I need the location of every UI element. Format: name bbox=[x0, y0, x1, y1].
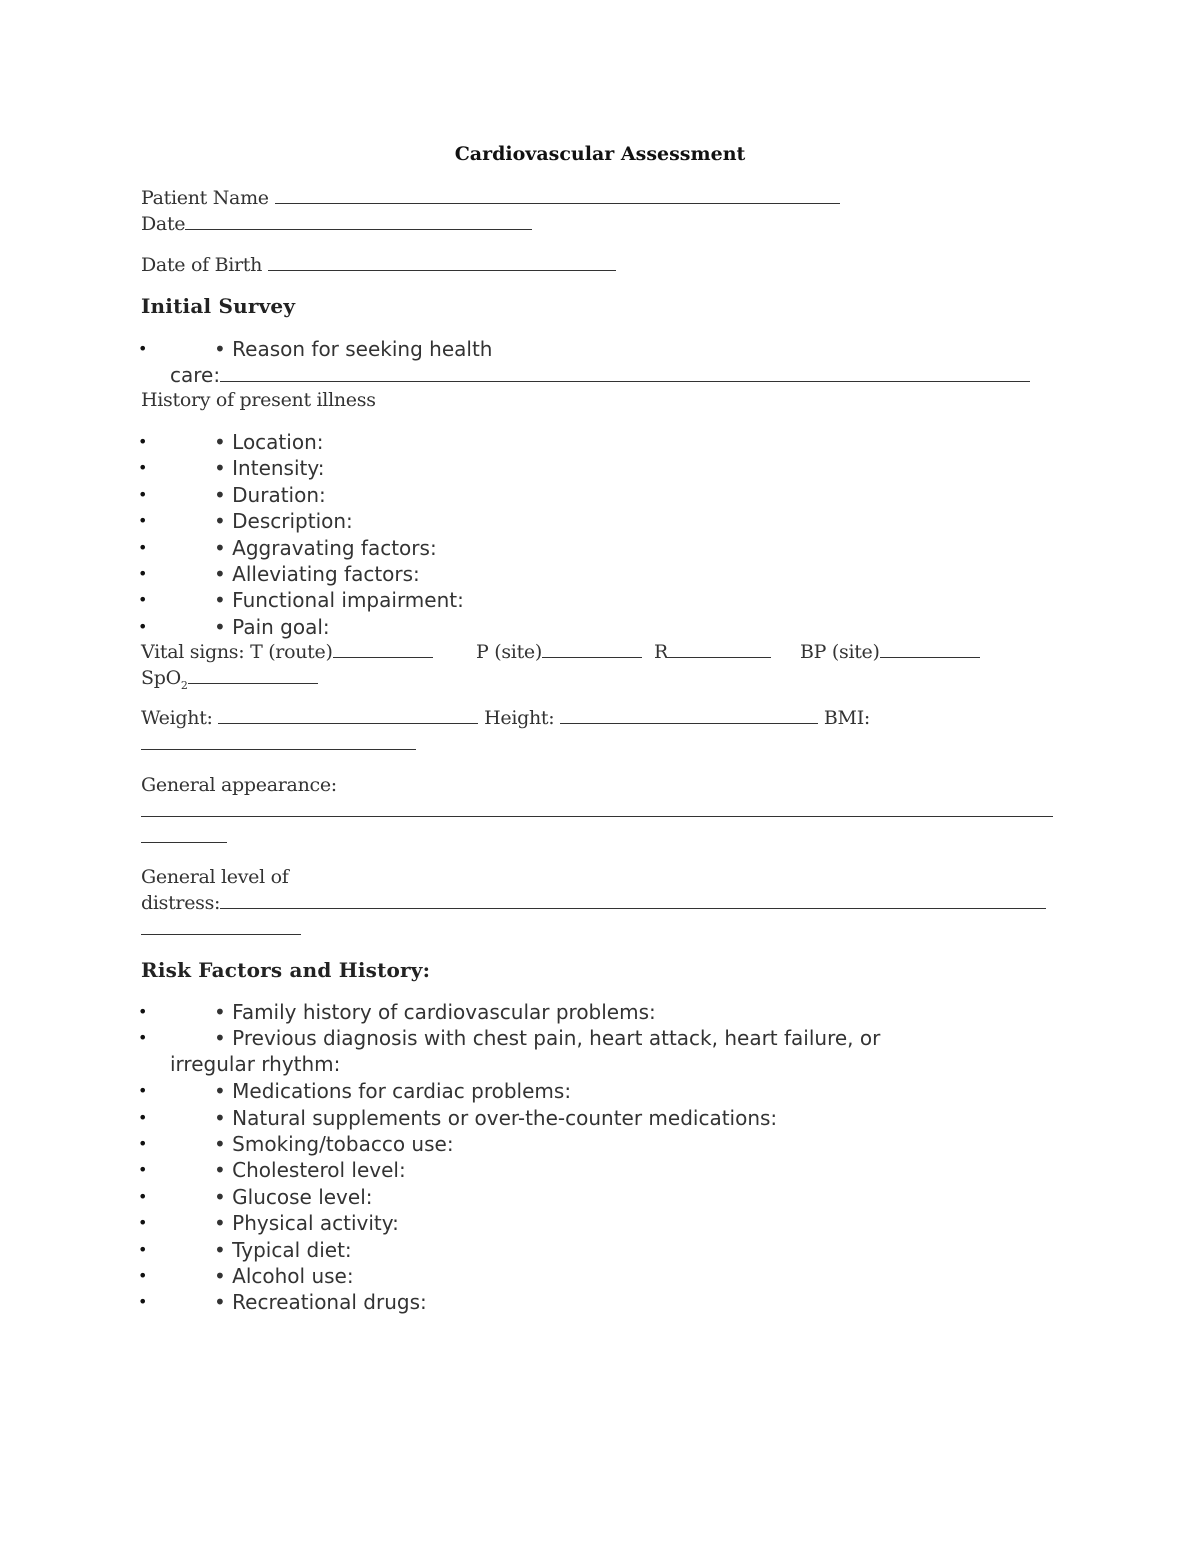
bullet-marker: • bbox=[138, 432, 148, 451]
bmi-label: BMI: bbox=[823, 707, 870, 729]
reason-care-label: care: bbox=[170, 363, 221, 387]
height-label: Height: bbox=[484, 707, 555, 729]
risk-factors-heading: Risk Factors and History: bbox=[141, 958, 431, 982]
bullet-marker: • bbox=[138, 1239, 148, 1259]
spo2-blank[interactable] bbox=[188, 682, 318, 684]
spo2-sub: 2 bbox=[180, 678, 188, 692]
risk-item-smoking: • Smoking/tobacco use: bbox=[214, 1131, 454, 1156]
hpi-item-alleviating: • Alleviating factors: bbox=[214, 561, 420, 586]
bullet-marker: • bbox=[138, 590, 148, 610]
hpi-item-aggravating: • Aggravating factors: bbox=[214, 535, 437, 560]
pulse-label: P (site) bbox=[476, 641, 542, 663]
bullet-marker: • bbox=[138, 339, 148, 358]
dob-blank[interactable] bbox=[268, 269, 616, 271]
risk-item-physical-activity: • Physical activity: bbox=[214, 1211, 399, 1236]
spo2-label bbox=[141, 667, 188, 692]
vital-signs-label: Vital signs: bbox=[141, 641, 245, 663]
bullet-marker: • bbox=[138, 1160, 148, 1180]
risk-item-alcohol: • Alcohol use: bbox=[214, 1263, 354, 1288]
weight-label: Weight: bbox=[141, 707, 213, 729]
reason-label: • Reason for seeking health bbox=[214, 337, 493, 361]
bullet-marker: • bbox=[138, 1186, 148, 1206]
patient-name-blank[interactable] bbox=[275, 202, 840, 204]
bullet-marker: • bbox=[138, 1002, 148, 1021]
document-title: Cardiovascular Assessment bbox=[454, 143, 746, 165]
date-label: Date bbox=[141, 213, 186, 235]
bmi-blank[interactable] bbox=[141, 748, 416, 750]
risk-item-previous-diagnosis: • Previous diagnosis with chest pain, heart attack, heart failure, or bbox=[214, 1026, 881, 1051]
resp-label: R bbox=[654, 641, 669, 663]
spo2-field bbox=[141, 667, 318, 692]
bullet-marker: • bbox=[138, 1107, 148, 1127]
pulse-blank[interactable] bbox=[542, 656, 642, 658]
general-appearance-blank-row-1 bbox=[141, 800, 1053, 822]
date-field bbox=[141, 213, 532, 235]
temp-label: T (route) bbox=[250, 641, 333, 663]
distress-label-line2: distress: bbox=[141, 892, 221, 914]
bullet-marker: • bbox=[138, 616, 148, 636]
general-appearance-blank-cont[interactable] bbox=[141, 841, 227, 843]
bullet-marker: • bbox=[138, 458, 148, 478]
risk-item-supplements: • Natural supplements or over-the-counter medications: bbox=[214, 1105, 778, 1130]
bullet-marker: • bbox=[138, 484, 148, 504]
resp-field bbox=[654, 641, 771, 663]
bullet-marker: • bbox=[138, 1213, 148, 1233]
pulse-field bbox=[476, 641, 642, 663]
hpi-item-duration: • Duration: bbox=[214, 482, 326, 507]
hpi-item-intensity: • Intensity: bbox=[214, 456, 325, 481]
risk-item-cholesterol: • Cholesterol level: bbox=[214, 1158, 406, 1183]
temp-blank[interactable] bbox=[333, 656, 433, 658]
bmi-blank-row bbox=[141, 733, 416, 755]
bp-blank[interactable] bbox=[880, 656, 980, 658]
general-appearance-label: General appearance: bbox=[141, 774, 337, 796]
weight-blank[interactable] bbox=[218, 722, 478, 724]
distress-field bbox=[141, 892, 1046, 914]
height-blank[interactable] bbox=[560, 722, 818, 724]
bullet-marker: • bbox=[138, 563, 148, 583]
hpi-label: History of present illness bbox=[141, 389, 376, 411]
hpi-item-functional: • Functional impairment: bbox=[214, 588, 464, 613]
hpi-item-location: • Location: bbox=[214, 430, 324, 454]
reason-blank[interactable] bbox=[220, 380, 1030, 382]
risk-item-recreational-drugs: • Recreational drugs: bbox=[214, 1290, 427, 1315]
bullet-marker: • bbox=[138, 537, 148, 557]
risk-item-medications: • Medications for cardiac problems: bbox=[214, 1079, 572, 1104]
bullet-marker: • bbox=[138, 1265, 148, 1285]
bullet-marker: • bbox=[138, 1133, 148, 1153]
dob-label: Date of Birth bbox=[141, 254, 263, 276]
risk-item-glucose: • Glucose level: bbox=[214, 1184, 373, 1209]
dob-field bbox=[141, 254, 616, 276]
bullet-marker: • bbox=[138, 1028, 148, 1048]
distress-blank[interactable] bbox=[220, 907, 1046, 909]
risk-item-typical-diet: • Typical diet: bbox=[214, 1237, 352, 1262]
distress-blank-cont[interactable] bbox=[141, 933, 301, 935]
distress-blank-row-2 bbox=[141, 918, 301, 940]
patient-name-label: Patient Name bbox=[141, 187, 269, 209]
initial-survey-heading: Initial Survey bbox=[141, 294, 296, 318]
bullet-marker: • bbox=[138, 1081, 148, 1101]
resp-blank[interactable] bbox=[668, 656, 771, 658]
vital-signs-row bbox=[141, 641, 433, 663]
general-appearance-blank-row-2 bbox=[141, 826, 227, 848]
hpi-item-pain-goal: • Pain goal: bbox=[214, 614, 330, 639]
risk-item-previous-diagnosis-cont: irregular rhythm: bbox=[170, 1052, 341, 1077]
reason-continuation bbox=[170, 362, 1030, 388]
date-blank[interactable] bbox=[185, 228, 532, 230]
risk-item-family-history: • Family history of cardiovascular problems: bbox=[214, 1000, 656, 1024]
general-appearance-blank[interactable] bbox=[141, 815, 1053, 817]
bp-field bbox=[800, 641, 980, 663]
weight-height-bmi-row bbox=[141, 707, 870, 729]
spo2-main: SpO bbox=[141, 667, 181, 689]
bullet-marker: • bbox=[138, 1292, 148, 1312]
bullet-marker: • bbox=[138, 511, 148, 531]
bp-label: BP (site) bbox=[800, 641, 880, 663]
hpi-item-description: • Description: bbox=[214, 509, 353, 534]
distress-label-line1: General level of bbox=[141, 866, 289, 888]
patient-name-field bbox=[141, 187, 840, 209]
